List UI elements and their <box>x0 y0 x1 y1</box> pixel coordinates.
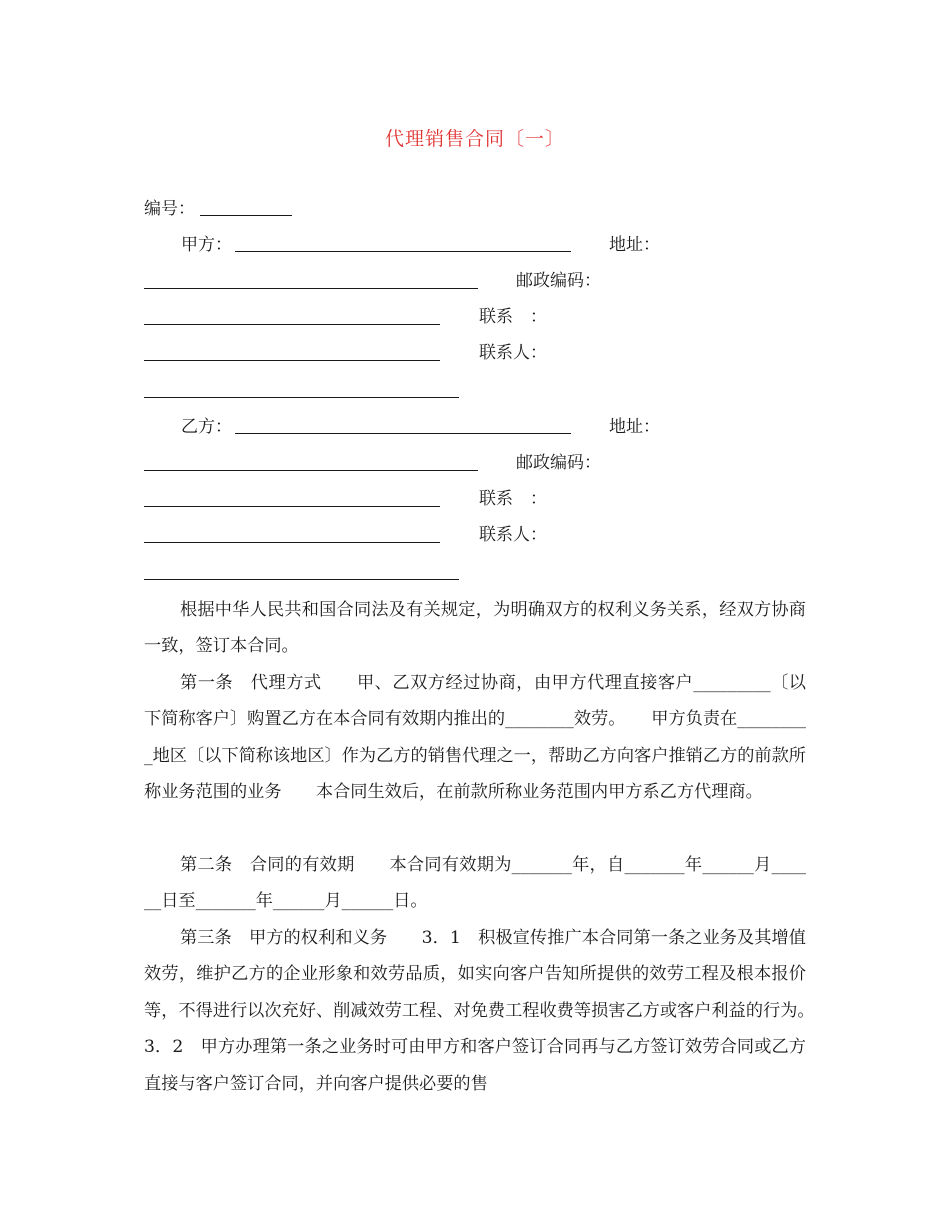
party-a-address-blank <box>144 288 478 289</box>
party-b-postcode-label: 邮政编码： <box>516 453 601 473</box>
party-a-postcode-label: 邮政编码： <box>516 271 601 291</box>
party-b-contact-blank <box>144 579 459 580</box>
article-3-paragraph: 第三条 甲方的权利和义务 3．1 积极宣传推广本合同第一条之业务及其增值效劳，维护乙方的企业形象和效劳品质，如实向客户告知所提供的效劳工程及根本报价等，不得进行以次充好、削减效劳工程、对免费工程收费等损害乙方或客户利益的行为。 3．2 甲方办理第一条之业务时可由甲方和客户签订合同再与乙方签订效劳合同或乙方直接与客户签订合同，并向客户提供必要的售 <box>144 928 841 1094</box>
preamble-paragraph: 根据中华人民共和国合同法及有关规定，为明确双方的权利义务关系，经双方协商一致，签订本合同。 <box>144 600 806 657</box>
party-a-name-blank <box>235 251 571 252</box>
party-a-contact-blank <box>144 397 459 398</box>
party-b-postcode-blank <box>144 506 440 507</box>
party-b-address-label: 地址： <box>609 417 660 437</box>
party-a-address-label: 地址： <box>609 235 660 255</box>
document-title: 代理销售合同〔一〕 <box>384 128 565 150</box>
party-b-label: 乙方： <box>181 417 232 437</box>
party-b-phone-label: 联系 ： <box>479 489 547 509</box>
contract-number-label: 编号： <box>144 199 195 219</box>
party-a-postcode-blank <box>144 324 440 325</box>
party-a-contact-label: 联系人： <box>479 343 547 363</box>
contract-number-blank <box>200 215 292 216</box>
party-a-label: 甲方： <box>181 235 232 255</box>
article-1-paragraph: 第一条 代理方式 甲、乙双方经过协商，由甲方代理直接客户_________〔以下简称客户〕购置乙方在本合同有效期内推出的________效劳。 甲方负责在_________地区〔以下简称该地区〕作为乙方的销售代理之一，帮助乙方向客户推销乙方的前款所称业务范围的业务 本合同生效后，在前款所称业务范围内甲方系乙方代理商。 <box>144 673 806 803</box>
party-b-name-blank <box>235 433 571 434</box>
party-b-address-blank <box>144 470 478 471</box>
party-b-contact-label: 联系人： <box>479 525 547 545</box>
party-b-phone-blank <box>144 542 440 543</box>
party-a-phone-blank <box>144 360 440 361</box>
party-a-phone-label: 联系 ： <box>479 307 547 327</box>
article-2-paragraph: 第二条 合同的有效期 本合同有效期为_______年，自_______年______月______日至_______年______月______日。 <box>144 855 806 912</box>
